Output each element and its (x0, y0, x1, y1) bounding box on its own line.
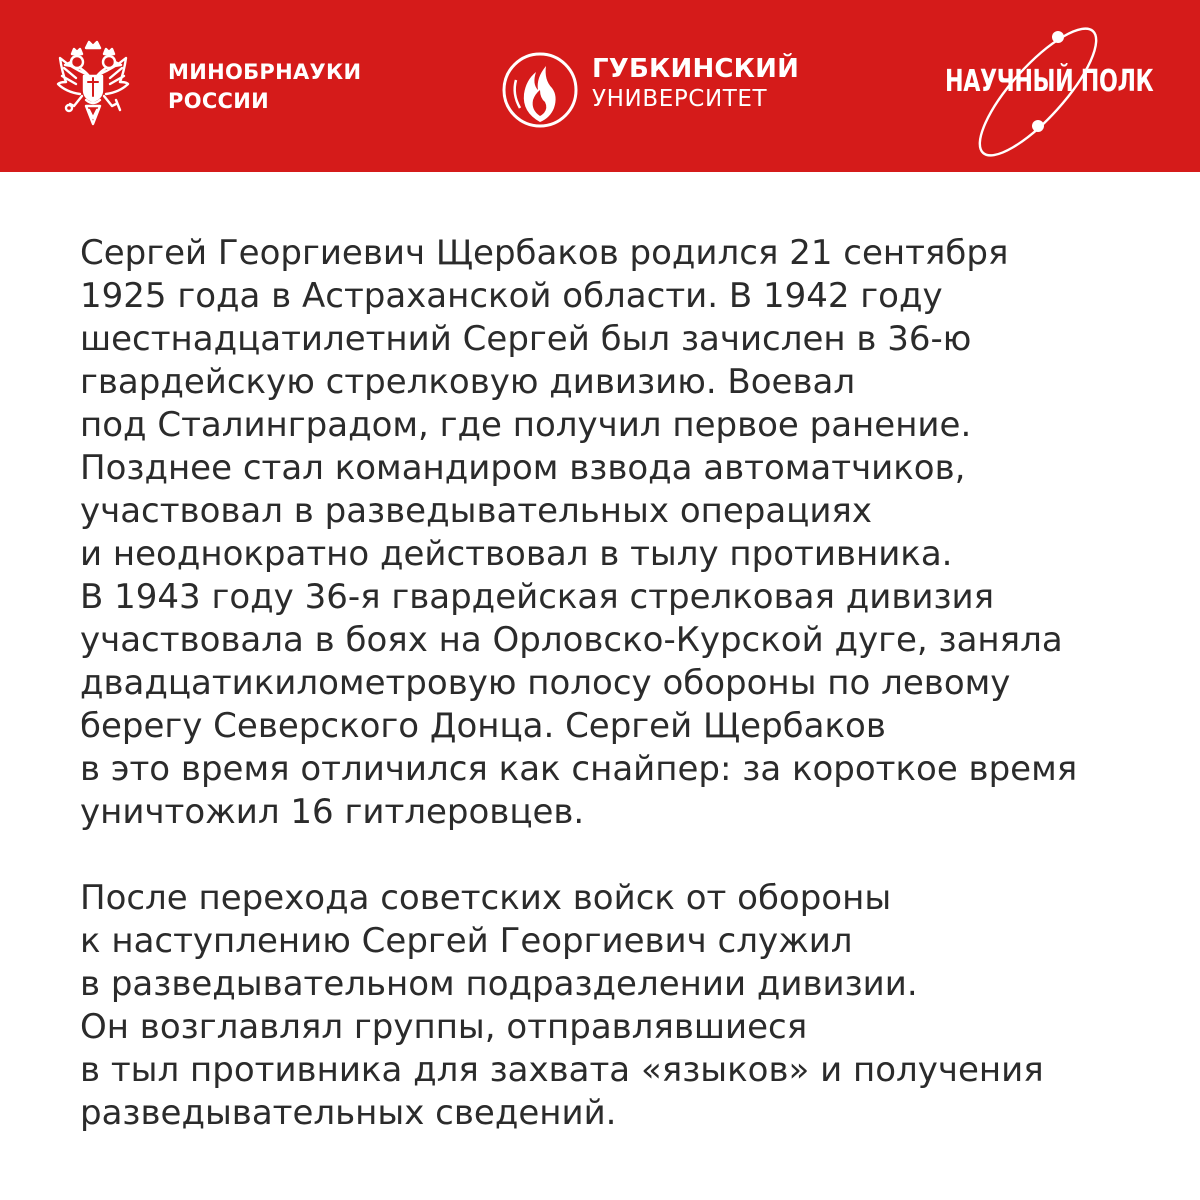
university-name-line2: УНИВЕРСИТЕТ (592, 86, 768, 112)
text-line: берегу Северского Донца. Сергей Щербаков (80, 706, 886, 746)
text-line: в тыл противника для захвата «языков» и получения (80, 1050, 1044, 1090)
text-line: к наступлению Сергей Георгиевич служил (80, 921, 853, 961)
text-line: шестнадцатилетний Сергей был зачислен в 36-ю (80, 319, 972, 359)
text-line: в это время отличился как снайпер: за короткое время (80, 749, 1078, 789)
paragraph-gap (80, 834, 1077, 877)
project-name: НАУЧНЫЙ ПОЛК (945, 64, 1154, 99)
text-line: участвовала в боях на Орловско-Курской дуге, заняла (80, 620, 1063, 660)
text-line: уничтожил 16 гитлеровцев. (80, 792, 585, 832)
article-text (80, 232, 1077, 1135)
text-line: гвардейскую стрелковую дивизию. Воевал (80, 362, 856, 402)
text-line: в разведывательном подразделении дивизии. (80, 964, 918, 1004)
text-line: 1925 года в Астраханской области. В 1942 году (80, 276, 943, 316)
text-line: участвовал в разведывательных операциях (80, 491, 872, 531)
ministry-name (168, 58, 361, 116)
text-line: После перехода советских войск от обороны (80, 878, 892, 918)
header-banner (0, 0, 1200, 172)
text-line: В 1943 году 36-я гвардейская стрелковая дивизия (80, 577, 995, 617)
ministry-name-line2: РОССИИ (168, 89, 270, 113)
text-line: и неоднократно действовал в тылу противника. (80, 534, 953, 574)
coat-of-arms-icon (56, 38, 130, 128)
ministry-name-line1: МИНОБРНАУКИ (168, 60, 362, 84)
text-line: под Сталинградом, где получил первое ранение. (80, 405, 972, 445)
text-line: Позднее стал командиром взвода автоматчиков, (80, 448, 966, 488)
university-name (592, 54, 799, 114)
university-name-line1: ГУБКИНСКИЙ (592, 54, 800, 84)
text-line: Он возглавлял группы, отправлявшиеся (80, 1007, 808, 1047)
text-line: Сергей Георгиевич Щербаков родился 21 сентября (80, 233, 1009, 273)
text-line: разведывательных сведений. (80, 1093, 617, 1133)
text-line: двадцатикилометровую полосу обороны по левому (80, 663, 1011, 703)
flame-circle-logo-icon (500, 50, 580, 130)
